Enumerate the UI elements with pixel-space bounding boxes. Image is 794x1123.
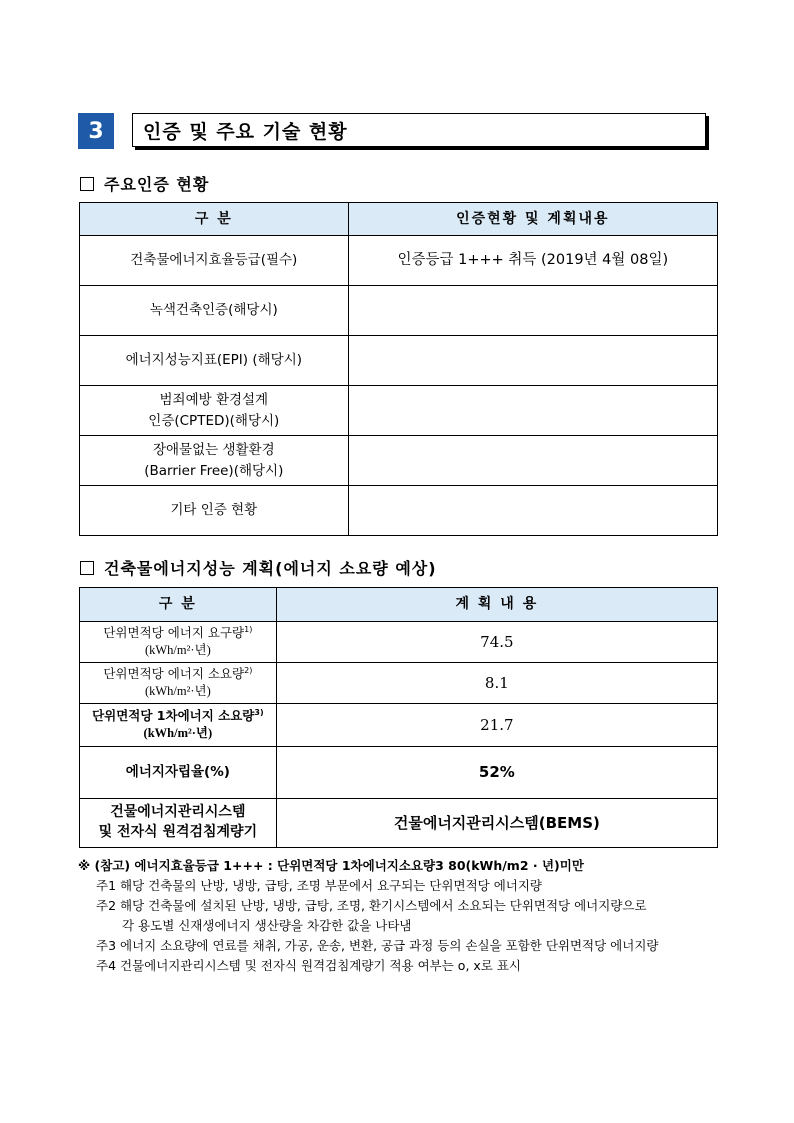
table-row bbox=[80, 236, 718, 286]
cert-name-line1: 장애물없는 생활환경 bbox=[152, 442, 275, 459]
table-row bbox=[80, 663, 718, 704]
footnote-marker: 1) bbox=[244, 625, 253, 635]
table-row bbox=[80, 486, 718, 536]
energy-label bbox=[80, 799, 277, 848]
cert-name bbox=[80, 386, 349, 436]
cert-name bbox=[80, 436, 349, 486]
energy-value: 52% bbox=[276, 747, 717, 799]
energy-value: 74.5 bbox=[276, 622, 717, 663]
cert-name: 에너지성능지표(EPI) (해당시) bbox=[80, 336, 349, 386]
cert-heading bbox=[80, 172, 209, 195]
note-1: 주1 해당 건축물의 난방, 냉방, 급탕, 조명 부문에서 요구되는 단위면적당 에너지량 bbox=[96, 878, 543, 893]
section-title: 인증 및 주요 기술 현황 bbox=[132, 113, 706, 147]
cert-name: 기타 인증 현황 bbox=[80, 486, 349, 536]
cert-name-line2: (Barrier Free)(해당시) bbox=[144, 462, 284, 479]
section-number: 3 bbox=[78, 113, 114, 149]
section-header bbox=[78, 113, 706, 149]
table-row bbox=[80, 747, 718, 799]
footnote-marker: 2) bbox=[244, 666, 253, 676]
energy-label: 에너지자립율(%) bbox=[80, 747, 277, 799]
energy-value: 21.7 bbox=[276, 704, 717, 747]
table-row bbox=[80, 704, 718, 747]
cert-name: 녹색건축인증(해당시) bbox=[80, 286, 349, 336]
cert-heading-text: 주요인증 현황 bbox=[104, 175, 210, 194]
table-header-row bbox=[80, 203, 718, 236]
cert-value bbox=[348, 486, 717, 536]
table-row bbox=[80, 799, 718, 848]
energy-label-unit: (kWh/m²·년) bbox=[144, 684, 211, 699]
table-row bbox=[80, 386, 718, 436]
energy-label-unit: (kWh/m²·년) bbox=[143, 726, 213, 741]
table-row bbox=[80, 336, 718, 386]
energy-value: 건물에너지관리시스템(BEMS) bbox=[276, 799, 717, 848]
energy-plan-table bbox=[79, 587, 718, 848]
energy-label bbox=[80, 622, 277, 663]
note-2: 주2 해당 건축물에 설치된 난방, 냉방, 급탕, 조명, 환기시스템에서 소요되는 단위면적당 에너지량으로 bbox=[96, 898, 647, 913]
cert-value bbox=[348, 386, 717, 436]
cert-value: 인증등급 1+++ 취득 (2019년 4월 08일) bbox=[348, 236, 717, 286]
note-reference: ※ (참고) 에너지효율등급 1+++ : 단위면적당 1차에너지소요량3 80(kWh/m2 · 년)미만 bbox=[78, 858, 584, 873]
cert-value bbox=[348, 436, 717, 486]
energy-label-line1: 단위면적당 에너지 요구량 bbox=[103, 625, 245, 641]
energy-label-line1: 단위면적당 에너지 소요량 bbox=[103, 666, 245, 682]
cert-value bbox=[348, 336, 717, 386]
column-header: 인증현황 및 계획내용 bbox=[348, 203, 717, 236]
note-4: 주4 건물에너지관리시스템 및 전자식 원격검침계량기 적용 여부는 o, x로 표시 bbox=[96, 958, 521, 973]
footnote-marker: 3) bbox=[254, 708, 264, 718]
energy-heading bbox=[80, 556, 437, 579]
column-header: 계 획 내 용 bbox=[276, 588, 717, 622]
cert-name-line1: 범죄예방 환경설계 bbox=[159, 392, 269, 409]
table-row bbox=[80, 436, 718, 486]
cert-name-line2: 인증(CPTED)(해당시) bbox=[148, 412, 280, 429]
note-3: 주3 에너지 소요량에 연료를 채취, 가공, 운송, 변환, 공급 과정 등의 손실을 포함한 단위면적당 에너지량 bbox=[96, 938, 659, 953]
cert-value bbox=[348, 286, 717, 336]
table-header-row bbox=[80, 588, 718, 622]
energy-value: 8.1 bbox=[276, 663, 717, 704]
certification-table bbox=[79, 202, 718, 536]
column-header: 구 분 bbox=[80, 588, 277, 622]
energy-label-line2: 및 전자식 원격검침계량기 bbox=[98, 824, 258, 840]
column-header: 구 분 bbox=[80, 203, 349, 236]
energy-label bbox=[80, 704, 277, 747]
checkbox-square-icon bbox=[80, 177, 94, 191]
note-2-continued: 각 용도별 신재생에너지 생산량을 차감한 값을 나타냄 bbox=[122, 918, 412, 933]
energy-label-line1: 건물에너지관리시스템 bbox=[110, 804, 246, 821]
energy-heading-text: 건축물에너지성능 계획(에너지 소요량 예상) bbox=[104, 559, 437, 578]
cert-name: 건축물에너지효율등급(필수) bbox=[80, 236, 349, 286]
table-row bbox=[80, 622, 718, 663]
energy-label bbox=[80, 663, 277, 704]
energy-label-unit: (kWh/m²·년) bbox=[144, 643, 211, 658]
energy-label-line1: 단위면적당 1차에너지 소요량 bbox=[92, 708, 255, 724]
footnotes bbox=[78, 856, 738, 976]
table-row bbox=[80, 286, 718, 336]
checkbox-square-icon bbox=[80, 561, 94, 575]
